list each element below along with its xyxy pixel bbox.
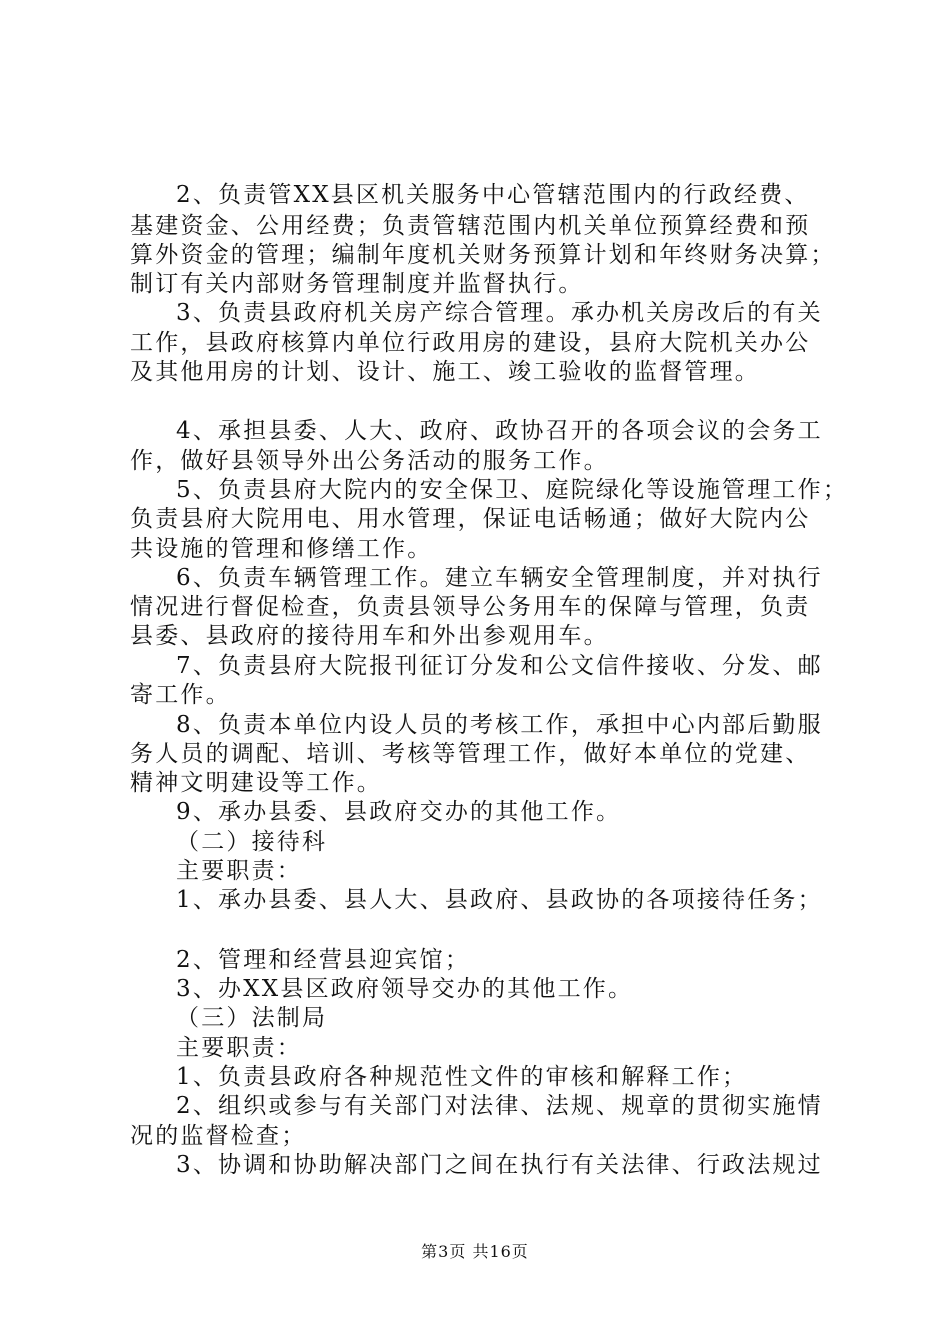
paragraph-line: 务人员的调配、培训、考核等管理工作，做好本单位的党建、 (130, 741, 811, 767)
section-heading: （二）接待科 (176, 829, 328, 855)
paragraph-line: 3、协调和协助解决部门之间在执行有关法律、行政法规过 (176, 1152, 823, 1178)
paragraph-line: 4、承担县委、人大、政府、政协召开的各项会议的会务工 (176, 418, 823, 444)
page-footer: 第3页 共16页 (421, 1242, 529, 1261)
paragraph-line: 2、组织或参与有关部门对法律、法规、规章的贯彻实施情 (176, 1093, 823, 1119)
paragraph-line: 算外资金的管理；编制年度机关财务预算计划和年终财务决算； (130, 242, 836, 268)
paragraph-line: 共设施的管理和修缮工作。 (130, 536, 433, 562)
paragraph-line: 作，做好县领导外出公务活动的服务工作。 (130, 448, 609, 474)
paragraph-line: 3、负责县政府机关房产综合管理。承办机关房改后的有关 (176, 300, 823, 326)
paragraph-line: 负责县府大院用电、用水管理，保证电话畅通；做好大院内公 (130, 506, 811, 532)
paragraph-line: 寄工作。 (130, 682, 231, 708)
paragraph-line: 工作，县政府核算内单位行政用房的建设，县府大院机关办公 (130, 330, 811, 356)
section-heading: （三）法制局 (176, 1005, 328, 1031)
paragraph-line: 1、承办县委、县人大、县政府、县政协的各项接待任务； (176, 887, 823, 913)
paragraph-line: 精神文明建设等工作。 (130, 770, 382, 796)
paragraph-line: 主要职责： (176, 1035, 302, 1061)
paragraph-line: 6、负责车辆管理工作。建立车辆安全管理制度，并对执行 (176, 565, 823, 591)
paragraph-line: 7、负责县府大院报刊征订分发和公文信件接收、分发、邮 (176, 653, 823, 679)
paragraph-line: 3、办XX县区政府领导交办的其他工作。 (176, 976, 634, 1002)
paragraph-line: 8、负责本单位内设人员的考核工作，承担中心内部后勤服 (176, 712, 823, 738)
paragraph-line: 主要职责： (176, 858, 302, 884)
paragraph-line: 1、负责县政府各种规范性文件的审核和解释工作； (176, 1064, 748, 1090)
paragraph-line: 2、管理和经营县迎宾馆； (176, 947, 471, 973)
paragraph-line: 况的监督检查； (130, 1123, 307, 1149)
paragraph-line: 制订有关内部财务管理制度并监督执行。 (130, 271, 584, 297)
paragraph-line: 2、负责管XX县区机关服务中心管辖范围内的行政经费、 (176, 182, 810, 208)
paragraph-line: 9、承办县委、县政府交办的其他工作。 (176, 799, 622, 825)
paragraph-line: 5、负责县府大院内的安全保卫、庭院绿化等设施管理工作； (176, 477, 849, 503)
paragraph-line: 县委、县政府的接待用车和外出参观用车。 (130, 623, 609, 649)
paragraph-line: 及其他用房的计划、设计、施工、竣工验收的监督管理。 (130, 359, 760, 385)
paragraph-line: 基建资金、公用经费；负责管辖范围内机关单位预算经费和预 (130, 213, 811, 239)
paragraph-line: 情况进行督促检查，负责县领导公务用车的保障与管理，负责 (130, 594, 811, 620)
